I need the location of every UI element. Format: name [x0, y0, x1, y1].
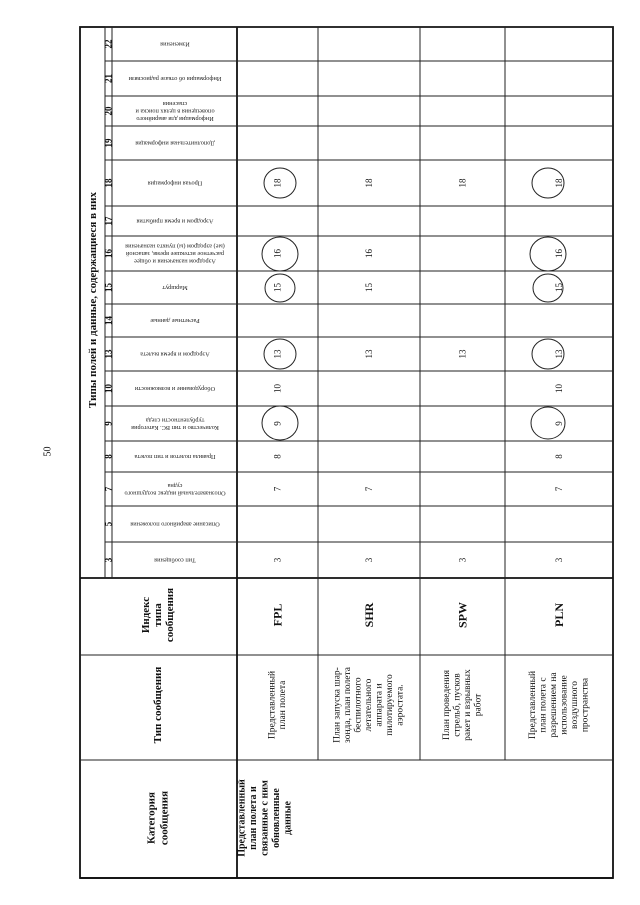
field-value: 18	[272, 178, 283, 188]
field-name: Оборудование и возможности	[134, 385, 216, 392]
field-value: 8	[554, 454, 564, 459]
field-value: 16	[554, 249, 564, 258]
message-type-cell: пилотируемого	[385, 674, 395, 736]
field-value: 3	[554, 557, 564, 563]
field-name: оповещения в целях поиска и	[135, 107, 215, 115]
type-index-cell: SHR	[362, 602, 376, 628]
field-name: Опознавательный индекс воздушного	[124, 489, 226, 497]
type-index-header: Индекс	[140, 596, 152, 634]
message-type-cell: летательного	[364, 678, 374, 732]
message-type-cell: план полета с	[538, 677, 549, 733]
message-type-cell: План проведения	[441, 670, 452, 740]
column-number: 20	[103, 106, 114, 116]
field-value: 13	[364, 349, 374, 359]
column-number: 19	[103, 138, 114, 148]
column-number: 17	[103, 216, 114, 226]
field-value: 16	[364, 249, 374, 258]
field-value: 8	[272, 454, 283, 459]
table-frame	[80, 27, 613, 878]
column-number: 22	[103, 39, 114, 49]
field-name: Правила полетов и тип полета	[134, 453, 216, 460]
field-name: Аэродром и время прибытия	[136, 217, 214, 225]
field-value: 10	[554, 384, 564, 393]
field-value: 15	[364, 283, 374, 292]
column-number: 18	[103, 178, 114, 188]
field-value: 7	[364, 486, 374, 492]
field-value: 10	[272, 384, 283, 393]
category-cell: обновленные	[271, 788, 282, 848]
message-type-cell: аппарата и	[374, 683, 385, 727]
field-value: 3	[272, 557, 283, 563]
type-index-header: сообщения	[164, 587, 176, 643]
category-cell: данные	[282, 801, 294, 835]
field-name: Дополнительная информация	[135, 139, 215, 147]
field-value: 18	[554, 178, 564, 188]
column-number: 3	[103, 557, 114, 563]
message-type-cell: план полета	[277, 680, 288, 730]
field-value: 7	[272, 486, 283, 492]
type-index-cell: PLN	[552, 603, 566, 627]
fields-title: Типы полей и данные, содержащиеся в них	[87, 192, 99, 408]
field-value: 13	[272, 349, 283, 359]
field-value: 9	[272, 421, 283, 426]
column-number: 10	[103, 384, 114, 393]
field-value: 7	[554, 486, 564, 492]
field-name: расчетное истекшее время, запасной	[125, 250, 225, 257]
type-index-cell: SPW	[455, 601, 470, 629]
type-index-cell: FPL	[270, 603, 285, 627]
type-index-header: типа	[152, 603, 164, 627]
column-number: 14	[103, 316, 114, 325]
field-name: Тип сообщения	[154, 556, 196, 564]
field-name: Количество и тип ВС. Категория	[131, 423, 219, 431]
field-name: Информация для аварийного	[136, 115, 214, 122]
message-type-cell: беспилотного	[353, 677, 364, 733]
message-type-cell: воздушного	[569, 681, 580, 729]
page-number: 50	[42, 446, 54, 457]
column-number: 13	[103, 349, 114, 359]
message-type-cell: Представленный	[267, 670, 278, 740]
field-name: турбулентности следа	[145, 416, 205, 424]
field-name: Изменения	[160, 40, 190, 48]
message-type-cell: пространства	[580, 677, 591, 733]
category-header: сообщения	[158, 790, 171, 846]
field-name: Прочая информация	[147, 179, 203, 187]
message-type-cell: зонда, план полета	[343, 667, 353, 743]
category-header: Категория	[145, 792, 158, 844]
column-number: 21	[103, 74, 114, 83]
category-cell: связанные с ним	[259, 780, 271, 856]
field-name: Маршрут	[162, 284, 188, 291]
column-number: 15	[103, 283, 114, 292]
field-value: 13	[554, 349, 564, 359]
column-number: 7	[103, 486, 114, 492]
message-type-cell: аэростата.	[395, 684, 406, 726]
category-cell: план полета и	[248, 786, 259, 850]
field-name: судна	[167, 481, 183, 489]
field-name: Информация об отказе радиосвязи	[128, 75, 222, 82]
field-value: 3	[457, 557, 468, 563]
field-name: (ые) аэродром (ы) пункта назначения	[125, 242, 225, 250]
column-number: 16	[103, 249, 114, 258]
message-type-cell: использование	[559, 675, 570, 735]
field-name: Расчетные данные	[150, 317, 200, 324]
field-value: 3	[364, 557, 374, 563]
field-value: 9	[554, 421, 564, 426]
message-type-cell: работ	[473, 693, 484, 717]
field-value: 15	[554, 283, 564, 292]
field-value: 15	[272, 283, 283, 292]
column-number: 9	[103, 421, 114, 426]
column-number: 5	[103, 521, 114, 527]
field-value: 18	[457, 178, 468, 188]
message-type-cell: стрельб, пусков	[452, 673, 463, 737]
field-value: 16	[272, 249, 283, 258]
message-type-cell: План запуска шар-	[332, 667, 343, 743]
field-name: Описание аварийного положения	[130, 520, 220, 528]
message-type-header: Тип сообщения	[152, 666, 164, 744]
message-type-cell: разрешением на	[548, 672, 559, 738]
message-type-cell: ракет и взрывных	[462, 669, 473, 741]
column-number: 8	[103, 454, 114, 459]
field-name: Аэродром назначения и общее	[134, 257, 216, 265]
message-type-cell: Представленный	[527, 670, 538, 740]
field-name: спасения	[162, 100, 188, 107]
field-name: Аэродром и время вылета	[140, 350, 210, 358]
category-cell: Представленный	[236, 779, 248, 857]
field-value: 18	[364, 178, 374, 188]
field-value: 13	[457, 349, 468, 359]
